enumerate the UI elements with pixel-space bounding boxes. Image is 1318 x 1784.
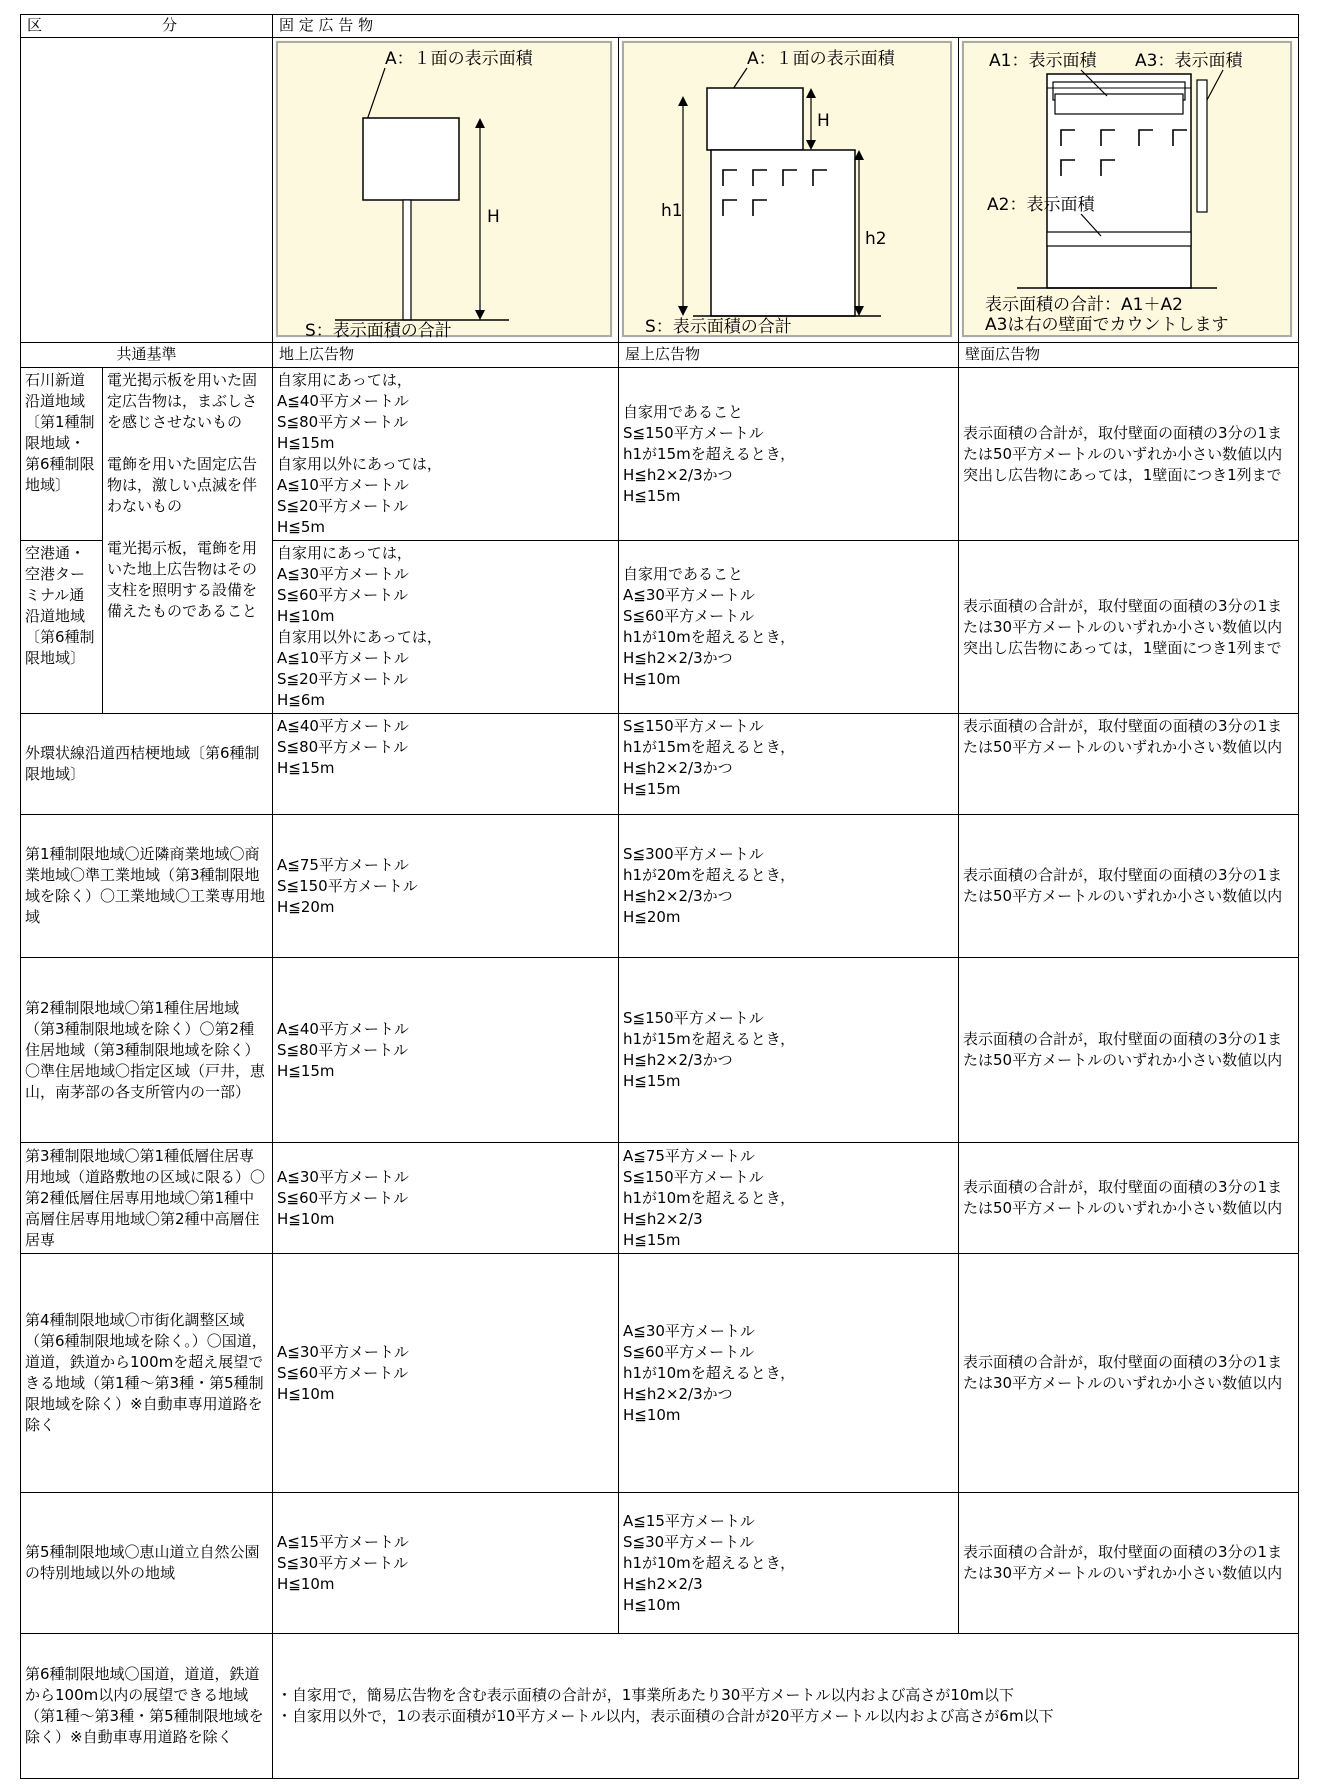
- rooftop-label-h: H: [817, 111, 830, 131]
- row-area: 第4種制限地域〇市街化調整区域（第6種制限地域を除く。）〇国道，道道，鉄道から100mを超え展望できる地域（第1種～第3種・第5種制限地域を除く）※自動車専用道路を除く: [21, 1254, 273, 1493]
- kubun-left: 区: [27, 16, 43, 34]
- table-row: [21, 958, 1299, 1143]
- wall-label-a2: A2：表示面積: [987, 195, 1095, 215]
- row-ground: A≦40平方メートル S≦80平方メートル H≦15m: [273, 958, 619, 1143]
- common-criteria-2: 電飾を用いた固定広告物は，激しい点滅を伴わないもの: [107, 455, 258, 515]
- row-area: 第3種制限地域〇第1種低層住居専用地域（道路敷地の区域に限る）〇第2種低層住居専用地域〇第1種中高層住居専用地域〇第2種中高層住居専: [21, 1143, 273, 1254]
- row-ground: A≦30平方メートル S≦60平方メートル H≦10m: [273, 1143, 619, 1254]
- row-ground: A≦75平方メートル S≦150平方メートル H≦20m: [273, 815, 619, 958]
- rooftop-label-s: S：表示面積の合計: [645, 317, 792, 337]
- ground-label-h: H: [487, 207, 500, 227]
- common-criteria-3: 電光掲示板，電飾を用いた地上広告物はその支柱を照明する設備を備えたものであること: [107, 539, 258, 620]
- regulation-document: [20, 14, 1298, 1779]
- diagram-blank: [21, 38, 273, 343]
- row-area: 第5種制限地域〇恵山道立自然公園の特別地域以外の地域: [21, 1493, 273, 1634]
- row-rooftop: A≦30平方メートル S≦60平方メートル h1が10mを超えるとき， H≦h2×2/3かつ H≦10m: [619, 1254, 959, 1493]
- row-rooftop: A≦75平方メートル S≦150平方メートル h1が10mを超えるとき， H≦h2×2/3 H≦15m: [619, 1143, 959, 1254]
- table-row: [21, 1493, 1299, 1634]
- row-rule: [273, 1634, 1299, 1779]
- row-rooftop: 自家用であること A≦30平方メートル S≦60平方メートル h1が10mを超えるとき， H≦h2×2/3かつ H≦10m: [619, 541, 959, 714]
- row-area: 第1種制限地域〇近隣商業地域〇商業地域〇準工業地域（第3種制限地域を除く）〇工業地域〇工業専用地域: [21, 815, 273, 958]
- row-ground: A≦40平方メートル S≦80平方メートル H≦15m: [273, 714, 619, 815]
- wall-label-a3: A3：表示面積: [1135, 51, 1243, 71]
- row-wall: 表示面積の合計が，取付壁面の面積の3分の1または50平方メートルのいずれか小さい数値以内: [959, 815, 1299, 958]
- kubun-cell: [21, 15, 273, 38]
- ground-label-a: A：１面の表示面積: [385, 49, 533, 69]
- row-wall: 表示面積の合計が，取付壁面の面積の3分の1または50平方メートルのいずれか小さい数値以内: [959, 714, 1299, 815]
- regulation-table: [20, 14, 1299, 1779]
- diagram-row: [21, 38, 1299, 343]
- table-title: 固 定 広 告 物: [273, 15, 1299, 38]
- row-ground: A≦15平方メートル S≦30平方メートル H≦10m: [273, 1493, 619, 1634]
- subheader-row: [21, 343, 1299, 368]
- wall-label-a1: A1：表示面積: [989, 51, 1097, 71]
- wall-note-2: A3は右の壁面でカウントします: [985, 315, 1229, 335]
- diagram-rooftop: [619, 38, 959, 343]
- subheader-common: 共通基準: [21, 343, 273, 368]
- row-area: 第2種制限地域〇第1種住居地域（第3種制限地域を除く）〇第2種住居地域（第3種制限地域を除く）〇準住居地域〇指定区域（戸井，恵山，南茅部の各支所管内の一部）: [21, 958, 273, 1143]
- row-rooftop: S≦150平方メートル h1が15mを超えるとき， H≦h2×2/3かつ H≦15m: [619, 958, 959, 1143]
- diagram-ground: [273, 38, 619, 343]
- kubun-right: 分: [161, 16, 177, 34]
- subheader-rooftop: 屋上広告物: [619, 343, 959, 368]
- table-row: [21, 368, 1299, 541]
- row-ground: 自家用にあっては， A≦30平方メートル S≦60平方メートル H≦10m 自家用以外にあっては， A≦10平方メートル S≦20平方メートル H≦6m: [273, 541, 619, 714]
- row-ground: 自家用にあっては， A≦40平方メートル S≦80平方メートル H≦15m 自家用以外にあっては， A≦10平方メートル S≦20平方メートル H≦5m: [273, 368, 619, 541]
- ground-label-s: S：表示面積の合計: [305, 321, 452, 338]
- wall-sign-diagram: [961, 40, 1293, 338]
- row-wall: 表示面積の合計が，取付壁面の面積の3分の1または50平方メートルのいずれか小さい数値以内: [959, 958, 1299, 1143]
- table-row: [21, 1143, 1299, 1254]
- row-area: 石川新道沿道地域〔第1種制限地域・第6種制限地域〕: [21, 368, 103, 541]
- common-criteria-1: 電光掲示板を用いた固定広告物は，まぶしさを感じさせないもの: [107, 371, 258, 431]
- diagram-wall: [959, 38, 1299, 343]
- common-criteria-cell: [103, 368, 273, 714]
- header-row: [21, 15, 1299, 38]
- rooftop-label-h1: h1: [661, 201, 683, 221]
- rooftop-label-h2: h2: [865, 229, 887, 249]
- row-wall: 表示面積の合計が，取付壁面の面積の3分の1または30平方メートルのいずれか小さい数値以内: [959, 1493, 1299, 1634]
- subheader-wall: 壁面広告物: [959, 343, 1299, 368]
- table-row: [21, 815, 1299, 958]
- row-rooftop: S≦150平方メートル h1が15mを超えるとき， H≦h2×2/3かつ H≦15m: [619, 714, 959, 815]
- table-row: [21, 714, 1299, 815]
- table-row: [21, 1634, 1299, 1779]
- row-area: 空港通・空港ターミナル通沿道地域〔第6種制限地域〕: [21, 541, 103, 714]
- rooftop-sign-diagram: [621, 40, 953, 338]
- table-row: [21, 1254, 1299, 1493]
- ground-sign-diagram: [275, 40, 613, 338]
- row-wall: 表示面積の合計が，取付壁面の面積の3分の1または50平方メートルのいずれか小さい数値以内: [959, 1143, 1299, 1254]
- rule-line-1: ・自家用で，簡易広告物を含む表示面積の合計が，1事業所あたり30平方メートル以内および高さが10m以下: [277, 1686, 1015, 1704]
- row-area: 第6種制限地域〇国道，道道，鉄道から100m以内の展望できる地域（第1種～第3種・第5種制限地域を除く）※自動車専用道路を除く: [21, 1634, 273, 1779]
- subheader-ground: 地上広告物: [273, 343, 619, 368]
- wall-note-1: 表示面積の合計：A1＋A2: [985, 295, 1183, 315]
- row-rooftop: S≦300平方メートル h1が20mを超えるとき， H≦h2×2/3かつ H≦20m: [619, 815, 959, 958]
- row-ground: A≦30平方メートル S≦60平方メートル H≦10m: [273, 1254, 619, 1493]
- row-wall: 表示面積の合計が，取付壁面の面積の3分の1または30平方メートルのいずれか小さい数値以内: [959, 1254, 1299, 1493]
- row-wall: 表示面積の合計が，取付壁面の面積の3分の1または50平方メートルのいずれか小さい数値以内 突出し広告物にあっては，1壁面につき1列まで: [959, 368, 1299, 541]
- rooftop-label-a: A：１面の表示面積: [747, 49, 895, 69]
- row-rooftop: A≦15平方メートル S≦30平方メートル h1が10mを超えるとき， H≦h2×2/3 H≦10m: [619, 1493, 959, 1634]
- row-area: 外環状線沿道西桔梗地域〔第6種制限地域〕: [21, 714, 273, 815]
- row-wall: 表示面積の合計が，取付壁面の面積の3分の1または30平方メートルのいずれか小さい数値以内 突出し広告物にあっては，1壁面につき1列まで: [959, 541, 1299, 714]
- row-rooftop: 自家用であること S≦150平方メートル h1が15mを超えるとき， H≦h2×2/3かつ H≦15m: [619, 368, 959, 541]
- rule-line-2: ・自家用以外で，1の表示面積が10平方メートル以内，表示面積の合計が20平方メートル以内および高さが6m以下: [277, 1707, 1054, 1725]
